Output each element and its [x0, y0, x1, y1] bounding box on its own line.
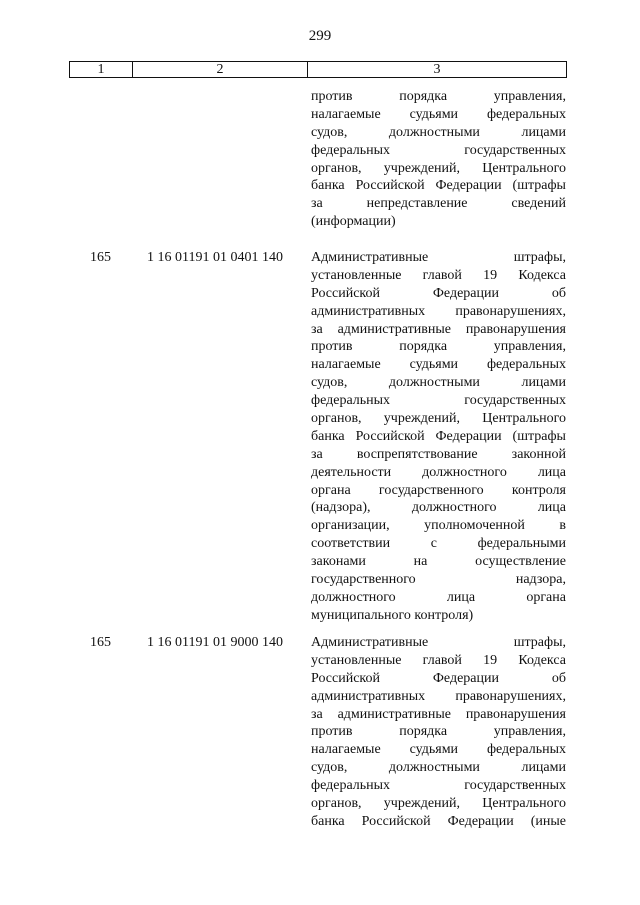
description-word: судов,	[311, 375, 348, 391]
description-word: государственного	[378, 482, 484, 498]
description-word: Центрального	[482, 796, 566, 812]
description-word: правонарушения	[465, 321, 566, 337]
description-word: непредставление	[366, 196, 468, 212]
description-word: учреждений,	[383, 160, 461, 176]
description-word: Российской	[355, 178, 425, 194]
description-line	[311, 553, 566, 571]
description-word: осуществление	[475, 554, 566, 570]
description-word: Российской	[311, 670, 380, 686]
description-line	[311, 813, 566, 831]
description-word: банка	[311, 178, 345, 194]
description-word: уполномоченной	[424, 518, 525, 534]
description-word: Российской	[355, 428, 425, 444]
description-word: федеральных	[486, 106, 566, 122]
description-word: против	[311, 89, 353, 104]
description-word: федеральных	[311, 778, 391, 794]
description-word: деятельности	[311, 464, 392, 480]
description-word: федеральными	[477, 536, 566, 552]
description-line	[311, 571, 566, 589]
description-word: управления,	[493, 339, 566, 355]
description-line	[311, 723, 566, 741]
description-line	[311, 142, 566, 160]
description-word: учреждений,	[383, 796, 461, 812]
description-word: сведений	[511, 196, 566, 212]
description-word: Центрального	[482, 411, 566, 427]
description-line	[311, 338, 566, 356]
description-word: 19	[483, 652, 498, 668]
description-word: налагаемые	[311, 357, 381, 373]
description-word: главой	[422, 267, 462, 283]
description-word: государственного	[311, 572, 416, 588]
description-word: штрафы,	[513, 250, 566, 265]
description-word: на	[413, 554, 428, 570]
description-line	[311, 195, 566, 213]
description-word: государственных	[464, 393, 566, 409]
description-word: Федерации	[432, 670, 499, 686]
page-number: 299	[308, 28, 332, 44]
row-description	[311, 634, 566, 831]
description-word: воспрепятствование	[356, 446, 478, 462]
description-line	[311, 670, 566, 688]
description-word: правонарушениях,	[455, 303, 566, 319]
description-word: (штрафы	[512, 178, 566, 194]
description-line	[311, 795, 566, 813]
description-word: должностными	[388, 124, 480, 140]
description-word: управления,	[493, 724, 566, 740]
description-word: правонарушениях,	[455, 688, 566, 704]
description-word: должностного	[422, 464, 507, 480]
description-word: судьями	[409, 742, 459, 758]
description-line	[311, 589, 566, 607]
description-word: Федерации	[435, 428, 502, 444]
description-line	[311, 428, 566, 446]
row-code: 165	[90, 250, 111, 265]
row-code: 165	[90, 635, 111, 650]
description-word: 19	[483, 267, 498, 283]
description-word: Российской	[361, 813, 431, 829]
description-word: надзора,	[515, 572, 566, 588]
description-word: (штрафы	[512, 428, 566, 444]
description-word: за	[311, 446, 323, 462]
description-word: должностными	[388, 760, 480, 776]
description-word: органа	[526, 589, 566, 605]
description-word: (надзора),	[311, 500, 371, 516]
description-word: Кодекса	[518, 652, 566, 668]
row-description	[311, 249, 566, 625]
description-word: с	[430, 536, 437, 552]
description-word: контроля	[511, 482, 566, 498]
description-word: организации,	[311, 518, 390, 534]
header-col-1: 1	[97, 62, 105, 77]
description-line	[311, 688, 566, 706]
description-word: за	[311, 196, 323, 212]
row-kbk: 1 16 01191 01 0401 140	[147, 250, 283, 265]
description-word: лицами	[521, 760, 566, 776]
description-word: судьями	[409, 357, 459, 373]
description-line	[311, 759, 566, 777]
description-word: об	[551, 670, 566, 686]
description-word: должностными	[388, 375, 480, 391]
description-word: за	[311, 706, 323, 722]
description-line	[311, 392, 566, 410]
description-word: должностного	[311, 589, 396, 605]
description-word: порядка	[399, 339, 448, 355]
description-word: лицами	[521, 124, 566, 140]
description-word: должностного	[411, 500, 497, 516]
description-word: судов,	[311, 124, 348, 140]
description-word: Федерации	[435, 178, 502, 194]
description-line	[311, 249, 566, 267]
description-line	[311, 410, 566, 428]
description-word: органов,	[311, 160, 362, 176]
description-word: управления,	[493, 89, 566, 104]
description-line	[311, 321, 566, 339]
description-word: банка	[311, 813, 345, 829]
description-line	[311, 652, 566, 670]
description-word: установленные	[311, 652, 402, 668]
description-line	[311, 374, 566, 392]
description-word: Административные	[311, 250, 429, 265]
description-word: порядка	[399, 724, 448, 740]
description-word: учреждений,	[383, 411, 461, 427]
description-word: за	[311, 321, 323, 337]
description-word: (иные	[530, 813, 566, 829]
description-word: главой	[422, 652, 462, 668]
description-line	[311, 267, 566, 285]
description-line	[311, 160, 566, 178]
description-line	[311, 464, 566, 482]
description-word: правонарушения	[465, 706, 566, 722]
description-word: законами	[311, 554, 366, 570]
description-word: административных	[311, 688, 426, 704]
description-word: государственных	[464, 778, 566, 794]
description-word: федеральных	[486, 357, 566, 373]
description-line	[311, 88, 566, 106]
description-word: Федерации	[447, 813, 514, 829]
description-word: порядка	[399, 89, 448, 104]
description-word: судов,	[311, 760, 348, 776]
description-line	[311, 303, 566, 321]
header-col-3: 3	[307, 62, 566, 77]
description-word: в	[559, 518, 566, 534]
description-word: административные	[337, 321, 451, 337]
description-word: соответствии	[311, 536, 391, 552]
header-col-2: 2	[132, 62, 307, 77]
description-word: судьями	[409, 106, 459, 122]
description-word: установленные	[311, 267, 402, 283]
description-word: Федерации	[432, 285, 499, 301]
description-word: лица	[446, 589, 476, 605]
description-word: Кодекса	[518, 267, 566, 283]
description-line	[311, 124, 566, 142]
description-word: федеральных	[311, 142, 391, 158]
description-line	[311, 106, 566, 124]
description-line	[311, 634, 566, 652]
description-word: Центрального	[482, 160, 566, 176]
description-word: лица	[537, 500, 566, 516]
description-word: федеральных	[486, 742, 566, 758]
description-word: лица	[537, 464, 566, 480]
description-line	[311, 446, 566, 464]
description-line	[311, 535, 566, 553]
row-description	[311, 88, 566, 231]
description-line	[311, 517, 566, 535]
description-word: Российской	[311, 285, 380, 301]
description-word: административные	[337, 706, 451, 722]
row-kbk: 1 16 01191 01 9000 140	[147, 635, 283, 650]
description-line	[311, 356, 566, 374]
description-line	[311, 499, 566, 517]
description-word: государственных	[464, 142, 566, 158]
description-line	[311, 482, 566, 500]
description-line	[311, 741, 566, 759]
description-word: штрафы,	[513, 635, 566, 650]
description-word: об	[551, 285, 566, 301]
description-line	[311, 706, 566, 724]
description-word: Административные	[311, 635, 429, 650]
description-line: (информации)	[311, 214, 396, 230]
description-word: федеральных	[311, 393, 391, 409]
description-line	[311, 777, 566, 795]
description-word: законной	[511, 446, 566, 462]
description-word: против	[311, 339, 353, 355]
description-word: налагаемые	[311, 106, 381, 122]
table-header	[69, 61, 567, 78]
description-line: муниципального контроля)	[311, 607, 474, 623]
description-word: органов,	[311, 411, 362, 427]
description-word: налагаемые	[311, 742, 381, 758]
description-line	[311, 285, 566, 303]
description-word: банка	[311, 428, 345, 444]
description-word: административных	[311, 303, 426, 319]
description-word: органа	[311, 482, 351, 498]
description-word: против	[311, 724, 353, 740]
description-word: лицами	[521, 375, 566, 391]
description-word: органов,	[311, 796, 362, 812]
description-line	[311, 177, 566, 195]
